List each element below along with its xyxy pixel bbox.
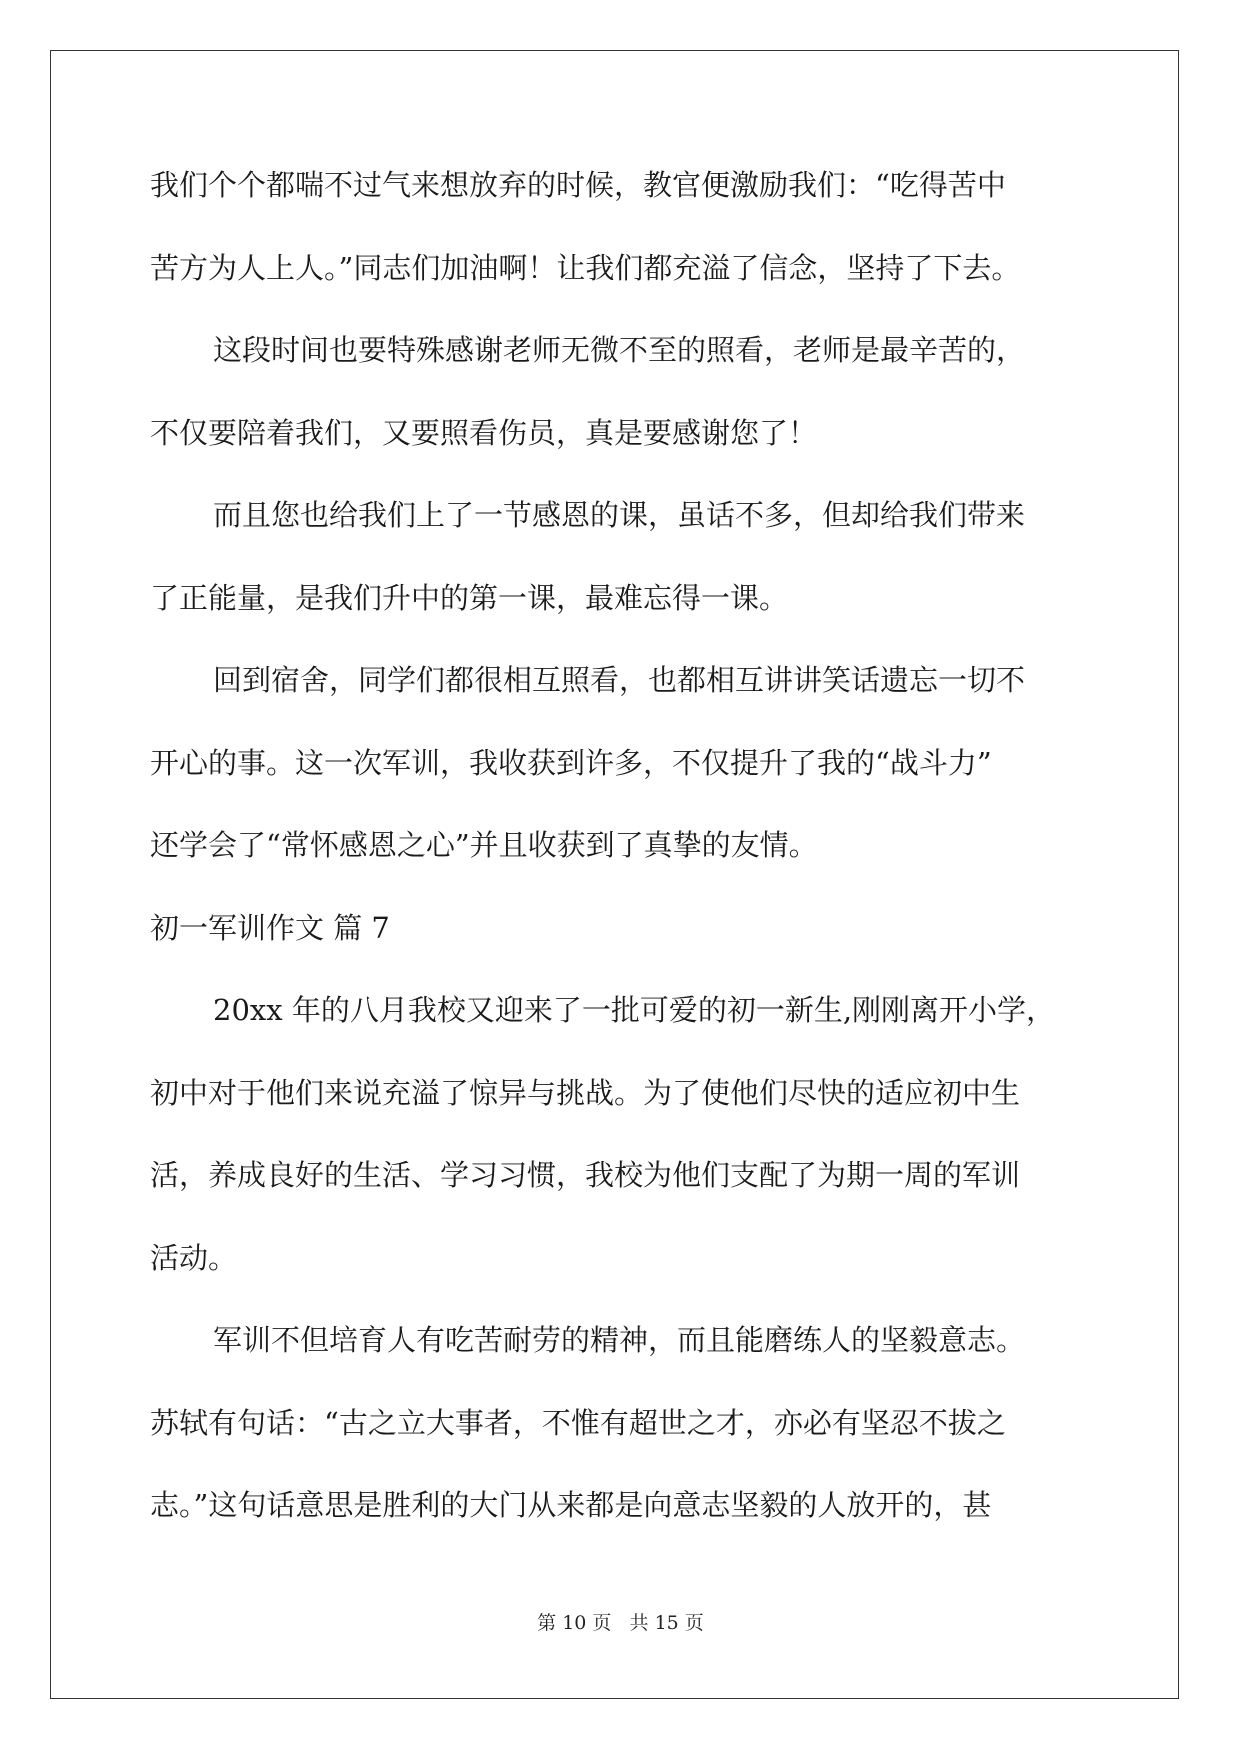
text-line: 不仅要陪着我们，又要照看伤员，真是要感谢您了！ xyxy=(150,415,818,450)
text-line: 苦方为人上人。”同志们加油啊！让我们都充溢了信念，坚持了下去。 xyxy=(150,250,1021,285)
document-body xyxy=(150,155,1090,1558)
text-line: 还学会了“常怀感恩之心”并且收获到了真挚的友情。 xyxy=(150,828,818,862)
paragraph-start-line: 20xx 年的八月我校又迎来了一批可爱的初一新生,刚刚离开小学， xyxy=(213,993,1056,1027)
text-line: 活动。 xyxy=(150,1240,238,1275)
paragraph-start-line: 军训不但培育人有吃苦耐劳的精神，而且能磨练人的坚毅意志。 xyxy=(213,1323,1026,1357)
text-line: 了正能量，是我们升中的第一课，最难忘得一课。 xyxy=(150,580,789,615)
text-line: 初中对于他们来说充溢了惊异与挑战。为了使他们尽快的适应初中生 xyxy=(150,1075,1021,1110)
text-line: 活，养成良好的生活、学习习惯，我校为他们支配了为期一周的军训 xyxy=(150,1158,1021,1192)
page-number-footer: 第 10 页 共 15 页 xyxy=(537,1612,704,1634)
paragraph-start-line: 这段时间也要特殊感谢老师无微不至的照看，老师是最辛苦的， xyxy=(213,333,1026,367)
paragraph-start-line: 而且您也给我们上了一节感恩的课，虽话不多，但却给我们带来 xyxy=(213,498,1026,532)
section-heading: 初一军训作文 篇 7 xyxy=(150,910,390,945)
text-line: 苏轼有句话：“古之立大事者，不惟有超世之才，亦必有坚忍不拔之 xyxy=(150,1405,1006,1440)
paragraph-start-line: 回到宿舍，同学们都很相互照看，也都相互讲讲笑话遗忘一切不 xyxy=(213,663,1026,697)
text-line: 志。”这句话意思是胜利的大门从来都是向意志坚毅的人放开的，甚 xyxy=(150,1488,992,1522)
text-line: 我们个个都喘不过气来想放弃的时候，教官便激励我们：“吃得苦中 xyxy=(150,168,1006,202)
text-line: 开心的事。这一次军训，我收获到许多，不仅提升了我的“战斗力” xyxy=(150,745,992,780)
